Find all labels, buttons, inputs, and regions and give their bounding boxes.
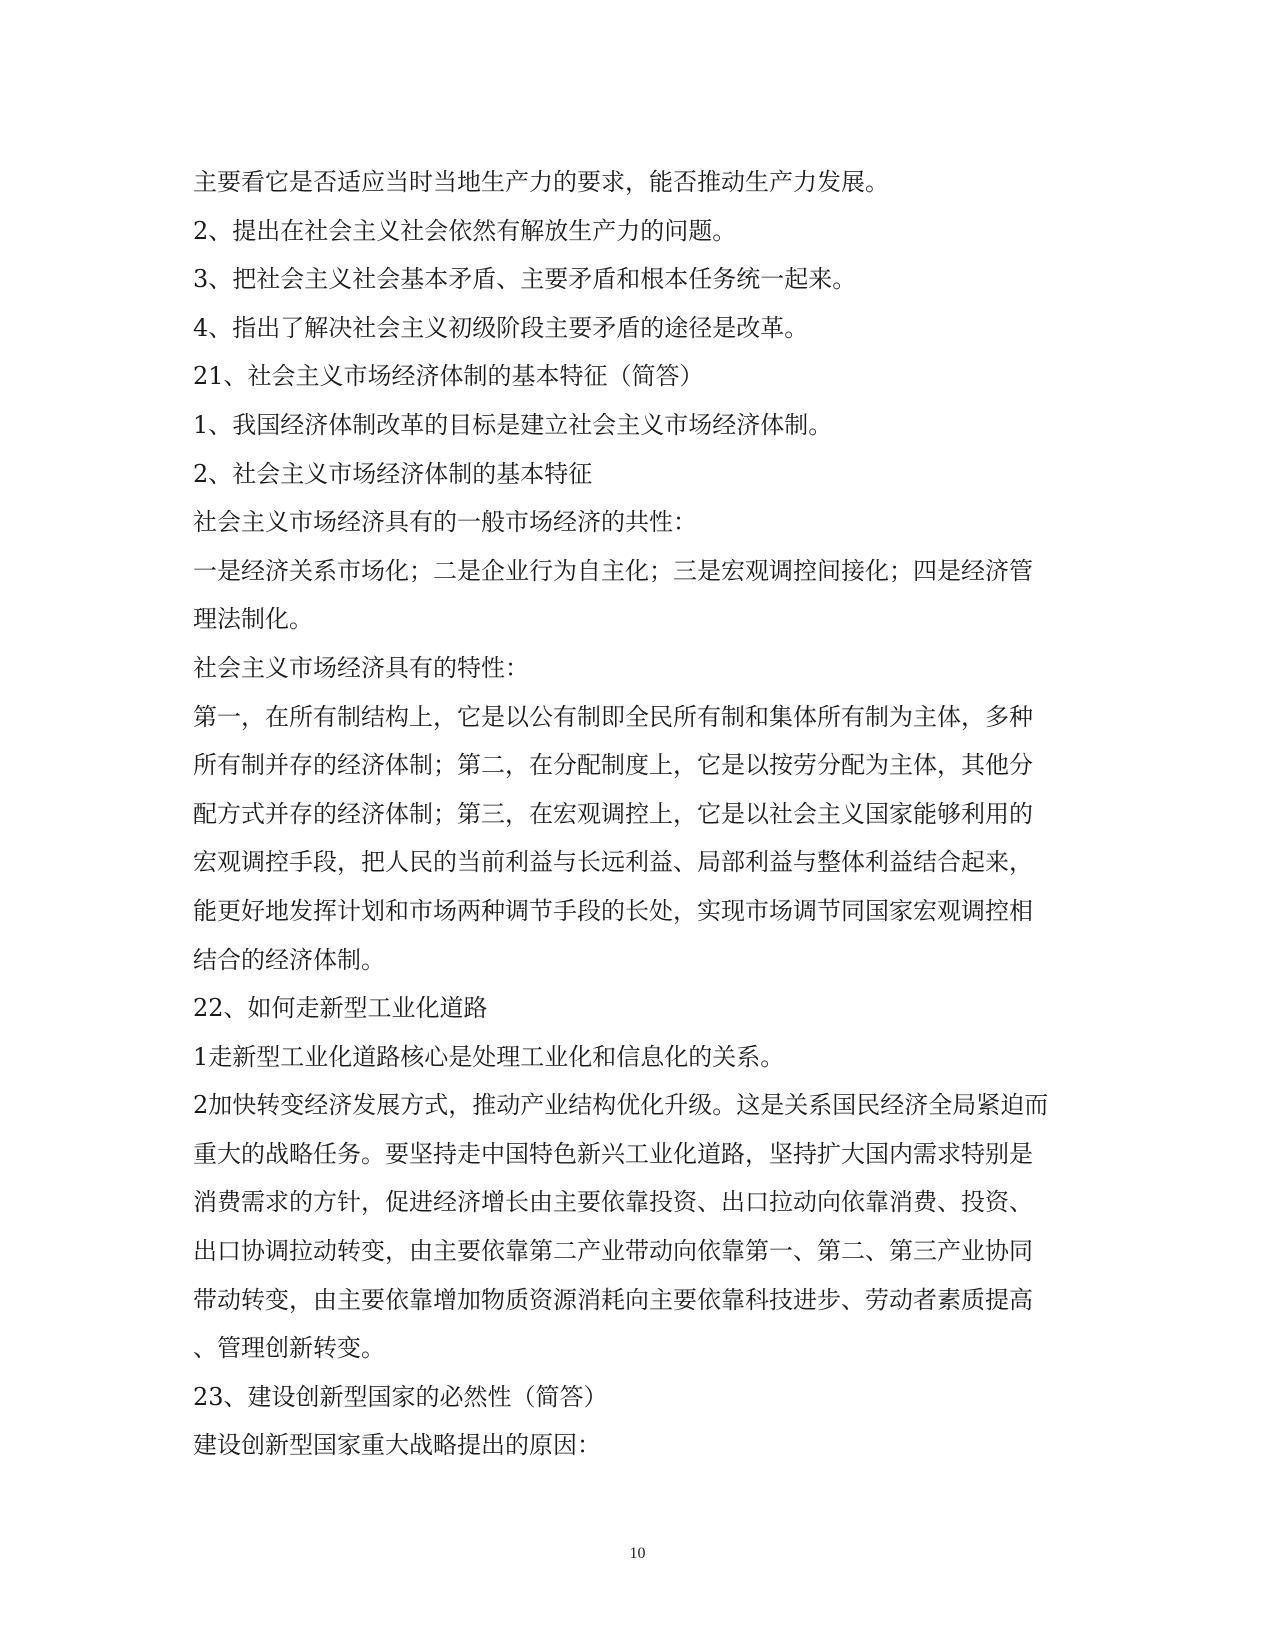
list-item: 1走新型工业化道路核心是处理工业化和信息化的关系。 [193, 1042, 785, 1071]
text-line: 能更好地发挥计划和市场两种调节手段的长处，实现市场调节同国家宏观调控相 [193, 896, 1033, 925]
page-number: 10 [629, 1545, 646, 1562]
list-item: 3、把社会主义社会基本矛盾、主要矛盾和根本任务统一起来。 [193, 265, 857, 294]
list-item: 2、提出在社会主义社会依然有解放生产力的问题。 [193, 216, 737, 245]
text-line: 宏观调控手段，把人民的当前利益与长远利益、局部利益与整体利益结合起来， [193, 848, 1033, 877]
list-item: 2加快转变经济发展方式，推动产业结构优化升级。这是关系国民经济全局紧迫而 [193, 1091, 1049, 1120]
text-line: 建设创新型国家重大战略提出的原因： [193, 1431, 601, 1460]
text-line: 配方式并存的经济体制；第三，在宏观调控上，它是以社会主义国家能够利用的 [193, 799, 1033, 828]
text-line: 带动转变，由主要依靠增加物质资源消耗向主要依靠科技进步、劳动者素质提高 [193, 1285, 1033, 1314]
text-line: 第一，在所有制结构上，它是以公有制即全民所有制和集体所有制为主体，多种 [193, 702, 1033, 731]
text-line: 、管理创新转变。 [193, 1334, 385, 1363]
text-line: 所有制并存的经济体制；第二，在分配制度上，它是以按劳分配为主体，其他分 [193, 751, 1033, 780]
section-heading: 22、如何走新型工业化道路 [193, 994, 488, 1023]
text-line: 一是经济关系市场化；二是企业行为自主化；三是宏观调控间接化；四是经济管 [193, 556, 1033, 585]
text-line: 社会主义市场经济具有的一般市场经济的共性： [193, 508, 697, 537]
text-line: 社会主义市场经济具有的特性： [193, 653, 529, 682]
text-line: 结合的经济体制。 [193, 945, 385, 974]
section-heading: 23、建设创新型国家的必然性（简答） [193, 1382, 608, 1411]
list-item: 4、指出了解决社会主义初级阶段主要矛盾的途径是改革。 [193, 313, 809, 342]
section-heading: 21、社会主义市场经济体制的基本特征（简答） [193, 362, 704, 391]
text-line: 主要看它是否适应当时当地生产力的要求，能否推动生产力发展。 [193, 168, 889, 196]
text-line: 理法制化。 [193, 605, 313, 634]
list-item: 1、我国经济体制改革的目标是建立社会主义市场经济体制。 [193, 410, 833, 439]
text-line: 消费需求的方针，促进经济增长由主要依靠投资、出口拉动向依靠消费、投资、 [193, 1188, 1033, 1217]
list-item: 2、社会主义市场经济体制的基本特征 [193, 459, 593, 488]
text-line: 出口协调拉动转变，由主要依靠第二产业带动向依靠第一、第二、第三产业协同 [193, 1237, 1033, 1266]
text-line: 重大的战略任务。要坚持走中国特色新兴工业化道路，坚持扩大国内需求特别是 [193, 1139, 1033, 1168]
document-body [193, 158, 1098, 1470]
